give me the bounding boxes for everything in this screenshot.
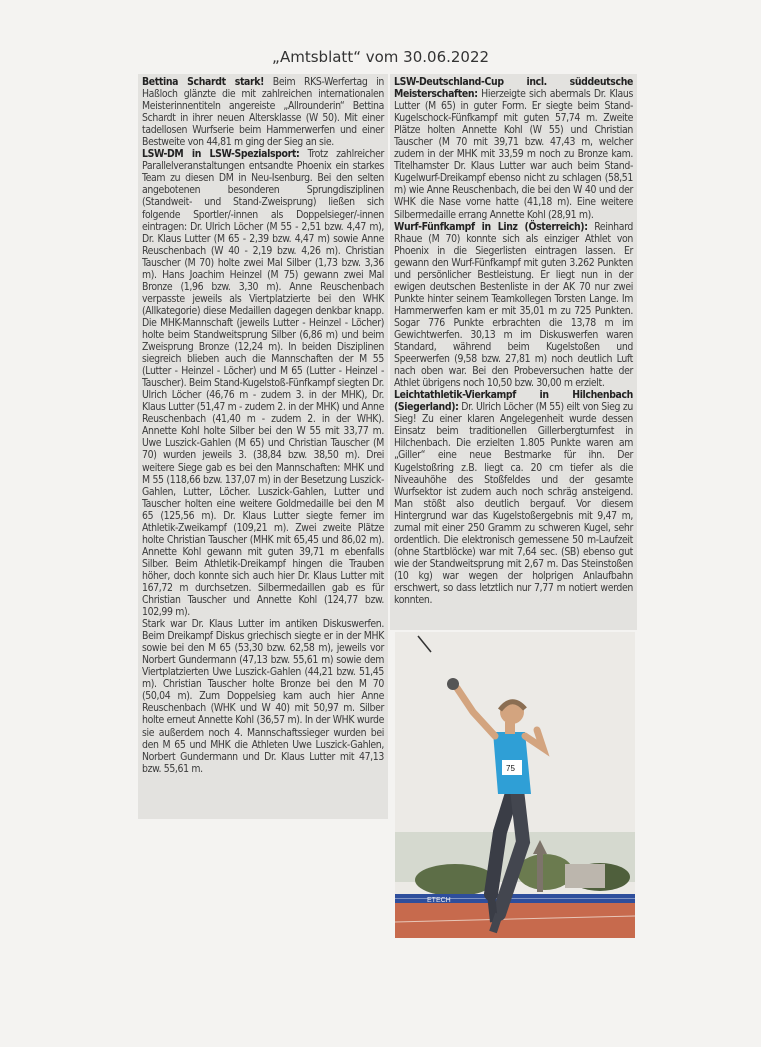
paragraph-text: Beim RKS-Werfertag in Haßloch glänzte die mit zahlreichen internationalen Meisterinnentiteln angereiste „Allrounderin“ Bettina Schardt in ihrer neuen Altersklasse (W 50). Mit einer tadellosen Wurfserie beim Hammerwerfen und einer Bestweite von 44,81 m ging der Sieg an sie.	[142, 76, 384, 149]
paragraph-diskus	[142, 618, 384, 775]
banner-text: ETECH	[427, 897, 451, 904]
article-left-column	[138, 74, 388, 819]
article-right-column	[390, 74, 637, 630]
bib-number: 75	[506, 764, 515, 773]
paragraph-schardt	[142, 76, 384, 148]
paragraph-linz	[394, 221, 633, 390]
athlete-photo-illustration	[395, 632, 635, 938]
page-title: „Amtsblatt“ vom 30.06.2022	[271, 48, 490, 66]
paragraph-text: Reinhard Rhaue (M 70) konnte sich als einziger Athlet von Phoenix in die Siegerlisten eintragen lassen. Er gewann den Wurf-Fünfkampf mit guten 3.262 Punkten und persönlicher Bestleistung. Er liegt nun in der ewigen deutschen Bestenliste in der AK 70 nur zwei Punkte hinter seinem Teamkollegen Torsten Lange. Im Hammerwerfen kam er mit 35,01 m zu 725 Punkten. Sogar 776 Punkte erbrachten die 13,78 m im Gewichtwerfen. 30,13 m im Diskuswerfen waren Standard, während beim Kugelstoßen und Speerwerfen (9,58 bzw. 27,81 m) noch deutlich Luft nach oben war. Bei den Probeversuchen hatte der Athlet übrigens noch 10,50 bzw. 30,00 m erzielt.	[394, 220, 633, 390]
athlete-photo	[395, 632, 635, 938]
paragraph-heading: Leichtathletik-Vierkampf in Hilchenbach (Siegerland):	[394, 389, 633, 414]
paragraph-lsw-dm	[142, 148, 384, 618]
paragraph-heading: Bettina Schardt stark!	[142, 76, 265, 88]
paragraph-text: Stark war Dr. Klaus Lutter im antiken Diskuswerfen. Beim Dreikampf Diskus griechisch siegte er in der MHK sowie bei den M 65 (53,30 bzw. 62,58 m), jeweils vor Norbert Gundermann (47,13 bzw. 55,61 m) sowie dem Viertplatzierten Uwe Luszick-Gahlen (44,21 bzw. 51,45 m). Christian Tauscher holte Bronze bei den M 70 (50,04 m). Zum Doppelsieg kam auch hier Anne Reuschenbach (WHK und W 40) mit 50,97 m. Silber holte erneut Annette Kohl (36,57 m). In der WHK wurde sie außerdem noch 4. Mannschaftssieger wurden bei den M 65 und MHK die Athleten Uwe Luszick-Gahlen, Norbert Gundermann und Dr. Klaus Lutter mit 47,13 bzw. 55,61 m.	[142, 618, 384, 775]
paragraph-heading: LSW-Deutschland-Cup incl. süddeutsche Meisterschaften:	[394, 76, 633, 101]
paragraph-text: Trotz zahlreicher Parallelveranstaltungen entsandte Phoenix ein starkes Team zu diesen DM in Neu-Isenburg. Bei den selten angebotenen besonderen Sprungdisziplinen (Standweit- und Stand-Zweisprung) ließen sich folgende Sportler/-innen als Doppelsieger/-innen eintragen: Dr. Ulrich Löcher (M 55 - 2,51 bzw. 4,47 m), Dr. Klaus Lutter (M 65 - 2,39 bzw. 4,47 m) sowie Anne Reuschenbach (W 40 - 2,19 bzw. 4,26 m). Christian Tauscher (M 70) holte zwei Mal Silber (1,73 bzw. 3,36 m). Hans Joachim Heinzel (M 75) gewann zwei Mal Bronze (1,96 bzw. 3,30 m). Anne Reuschenbach verpasste jeweils als Viertplatzierte bei den WHK (Allkategorie) diese Medaillen dagegen denkbar knapp. Die MHK-Mannschaft (jeweils Lutter - Heinzel - Löcher) holte beim Standweitsprung Silber (6,86 m) und beim Zweisprung Bronze (12,24 m). In beiden Disziplinen siegreich blieben auch die Mannschaften der M 55 (Lutter - Heinzel - Löcher) und M 65 (Lutter - Heinzel - Tauscher). Beim Stand-Kugelstoß-Fünfkampf siegten Dr. Ulrich Löcher (46,76 m - zudem 3. in der MHK), Dr. Klaus Lutter (51,47 m - zudem 2. in der MHK) und Anne Reuschenbach (41,40 m - zudem 2. in der WHK). Annette Kohl holte Silber bei den W 55 mit 33,77 m. Uwe Luszick-Gahlen (M 65) und Christian Tauscher (M 70) wurden jeweils 3. (38,84 bzw. 38,50 m). Drei weitere Siege gab es bei den Mannschaften: MHK und M 55 (118,66 bzw. 137,07 m) in der Besetzung Luszick-Gahlen, Lutter, Löcher. Luszick-Gahlen, Lutter und Tauscher holten eine weitere Goldmedaille bei den M 65 (125,56 m). Dr. Klaus Lutter siegte ferner im Athletik-Zweikampf (109,21 m). Zwei zweite Plätze holte Christian Tauscher (MHK mit 65,45 und 86,02 m). Annette Kohl gewann mit guten 39,71 m ebenfalls Silber. Beim Athletik-Dreikampf hingen die Trauben höher, doch konnte sich auch hier Dr. Klaus Lutter mit 167,72 m durchsetzen. Silbermedaillen gab es für Christian Tauscher und Annette Kohl (124,77 bzw. 102,99 m).	[142, 148, 385, 619]
paragraph-hilchenbach	[394, 389, 633, 606]
paragraph-heading: LSW-DM in LSW-Spezialsport:	[142, 148, 300, 161]
paragraph-text: Hierzeigte sich abermals Dr. Klaus Lutter (M 65) in guter Form. Er siegte beim Stand-Kugelschock-Fünfkampf mit guten 57,74 m. Zweite Plätze holten Annette Kohl (W 55) und Christian Tauscher (M 70 mit 39,71 bzw. 47,43 m, welcher zudem in der MHK mit 33,59 m noch zu Bronze kam. Titelhamster Dr. Klaus Lutter war auch beim Stand-Kugelwurf-Dreikampf ebenso nicht zu schlagen (58,51 m) wie Anne Reuschenbach, die bei den W 40 und der WHK die Nase vorne hatte (41,18 m). Eine weitere Silbermedaille errang Annette Kohl (28,91 m).	[394, 88, 633, 221]
paragraph-deutschland-cup	[394, 76, 633, 221]
paragraph-heading: Wurf-Fünfkampf in Linz (Österreich):	[394, 220, 588, 233]
paragraph-text: Dr. Ulrich Löcher (M 55) eilt von Sieg zu Sieg! Zu einer klaren Angelegenheit wurde dessen Einsatz beim traditionellen Gillerbergturnfest in Hilchenbach. Die erzielten 1.805 Punkte waren am „Giller“ eine neue Bestmarke für ihn. Der Kugelstoßring z.B. liegt ca. 20 cm tiefer als die Niveauhöhe des Stoßfeldes und der gesamte Wurfsektor ist zudem auch noch schräg ansteigend. Man stößt also deutlich bergauf. Vor diesem Hintergrund war das Kugelstoßergebnis mit 9,47 m, zumal mit einer 250 Gramm zu schweren Kugel, sehr ordentlich. Die elektronisch gemessene 50 m-Laufzeit (ohne Startblöcke) war mit 7,64 sec. (SB) ebenso gut wie der Standweitsprung mit 2,67 m. Das Steinstoßen (10 kg) war wegen der holprigen Anlaufbahn erschwert, so dass letztlich nur 7,77 m notiert werden konnten.	[394, 401, 633, 607]
